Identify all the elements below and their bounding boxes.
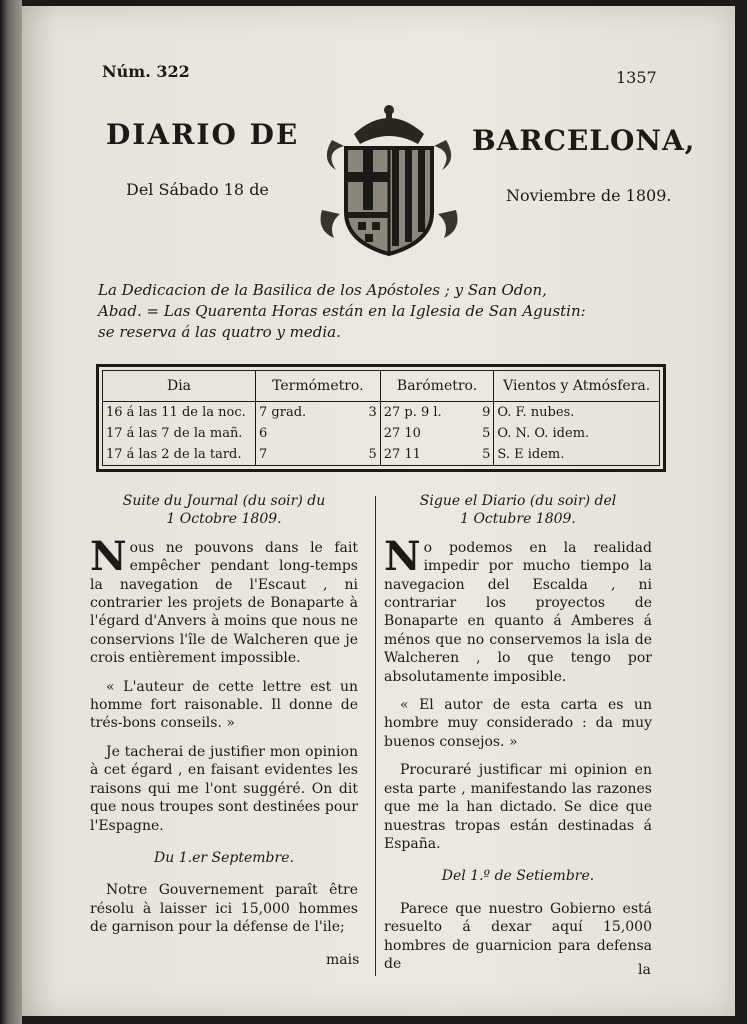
masthead-title-left: DIARIO DE <box>106 118 300 151</box>
paragraph: « L'auteur de cette lettre est un homme fort raisonable. Il donne de trés-bons conseils. » <box>90 678 358 732</box>
cell-baro-a: 27 p. 9 l. <box>383 405 442 420</box>
cell-term-a: 6 <box>259 425 268 441</box>
book-spine-edge <box>0 0 22 1024</box>
cell-viento: S. E idem. <box>497 446 565 462</box>
header-dia: Dia <box>103 371 256 402</box>
paragraph-text: ous ne pouvons dans le fait empêcher pendant long-temps la navegation de l'Escaut , ni contrarier les projets de Bonaparte à l'égard d'Anvers à moins que nous ne conservions l'île de Walcheren que je crois entièrement impossible. <box>90 539 358 667</box>
dedication-line: La Dedicacion de la Basilica de los Apóstoles ; y San Odon, <box>98 281 547 299</box>
paragraph <box>90 532 358 668</box>
date-subheading: Del 1.º de Setiembre. <box>441 868 595 885</box>
heading-line: Suite du Journal (du soir) du <box>122 493 326 509</box>
table-row <box>103 444 660 466</box>
cell-dia: 17 á las 7 de la mañ. <box>103 423 256 444</box>
dedication-line: se reserva á las quatro y media. <box>98 323 341 341</box>
masthead-title-right: BARCELONA, <box>472 124 696 157</box>
newspaper-page <box>22 6 735 1016</box>
cell-dia: 17 á las 2 de la tard. <box>103 444 256 466</box>
cell-term-b <box>353 423 380 444</box>
cell-term-b: 5 <box>353 444 380 466</box>
cell-term-a: 7 grad. <box>259 405 307 420</box>
right-column-spanish <box>384 492 652 983</box>
cell-baro-a: 27 10 <box>383 425 421 441</box>
cell-viento: O. N. O. idem. <box>497 425 590 441</box>
coat-of-arms-icon <box>314 100 464 258</box>
paragraph: Parece que nuestro Gobierno está resuelto á dexar aquí 15,000 hombres de guarnicion para defensa de <box>384 900 652 972</box>
paragraph: Je tacherai de justifier mon opinion à cet égard , en faisant evidentes les raisons qui me l'ont suggéré. On dit que nous troupes sont destinées pour l'Espagne. <box>90 743 358 834</box>
page-number: 1357 <box>616 68 657 87</box>
cell-term-b: 3 <box>353 402 380 424</box>
left-column-heading <box>90 492 358 529</box>
cell-dia: 16 á las 11 de la noc. <box>103 402 256 424</box>
dedication-line: Abad. = Las Quarenta Horas están en la Iglesia de San Agustin: <box>98 302 586 320</box>
table-row <box>103 423 660 444</box>
cell-baro-a: 27 11 <box>383 446 421 462</box>
right-column-heading <box>384 492 652 529</box>
left-column-french <box>90 492 358 947</box>
header-termometro: Termómetro. <box>256 371 381 402</box>
issue-number: Núm. 322 <box>102 62 190 81</box>
date-line-right: Noviembre de 1809. <box>506 186 672 205</box>
drop-cap: N <box>384 532 421 580</box>
paragraph: Notre Gouvernement paraît être résolu à laisser ici 15,000 hommes de garnison pour la défense de l'ile; <box>90 882 358 936</box>
heading-line: Sigue el Diario (du soir) del <box>419 493 617 509</box>
column-divider <box>375 496 376 976</box>
catchword-right: la <box>638 962 651 978</box>
heading-line: 1 Octobre 1809. <box>166 511 282 528</box>
cell-viento: O. F. nubes. <box>497 405 575 420</box>
catchword-left: mais <box>326 952 360 968</box>
paragraph-text: o podemos en la realidad impedir por mucho tiempo la navegacion del Escalda , ni contrariar los proyectos de Bonaparte en quanto á Amberes á ménos que no conservemos la isla de Walcheren , lo que tengo por absolutamente imposible. <box>384 539 652 685</box>
heading-line: 1 Octubre 1809. <box>460 511 576 528</box>
date-line-left: Del Sábado 18 de <box>126 180 269 199</box>
cell-baro-b: 5 <box>473 423 494 444</box>
header-vientos: Vientos y Atmósfera. <box>494 371 660 402</box>
cell-baro-b: 5 <box>473 444 494 466</box>
weather-table <box>96 364 666 472</box>
paragraph: « El autor de esta carta es un hombre muy considerado : da muy buenos consejos. » <box>384 697 652 750</box>
paragraph <box>384 532 652 686</box>
drop-cap: N <box>90 532 127 580</box>
header-barometro: Barómetro. <box>380 371 494 402</box>
dedication-text <box>98 280 682 343</box>
paragraph: Procuraré justificar mi opinion en esta parte , manifestando las razones que me la han dictado. Se dice que nuestras tropas están destinadas á España. <box>384 762 652 852</box>
table-row <box>103 402 660 424</box>
cell-baro-b: 9 <box>473 402 494 424</box>
date-subheading: Du 1.er Septembre. <box>154 849 294 866</box>
cell-term-a: 7 <box>259 446 268 462</box>
